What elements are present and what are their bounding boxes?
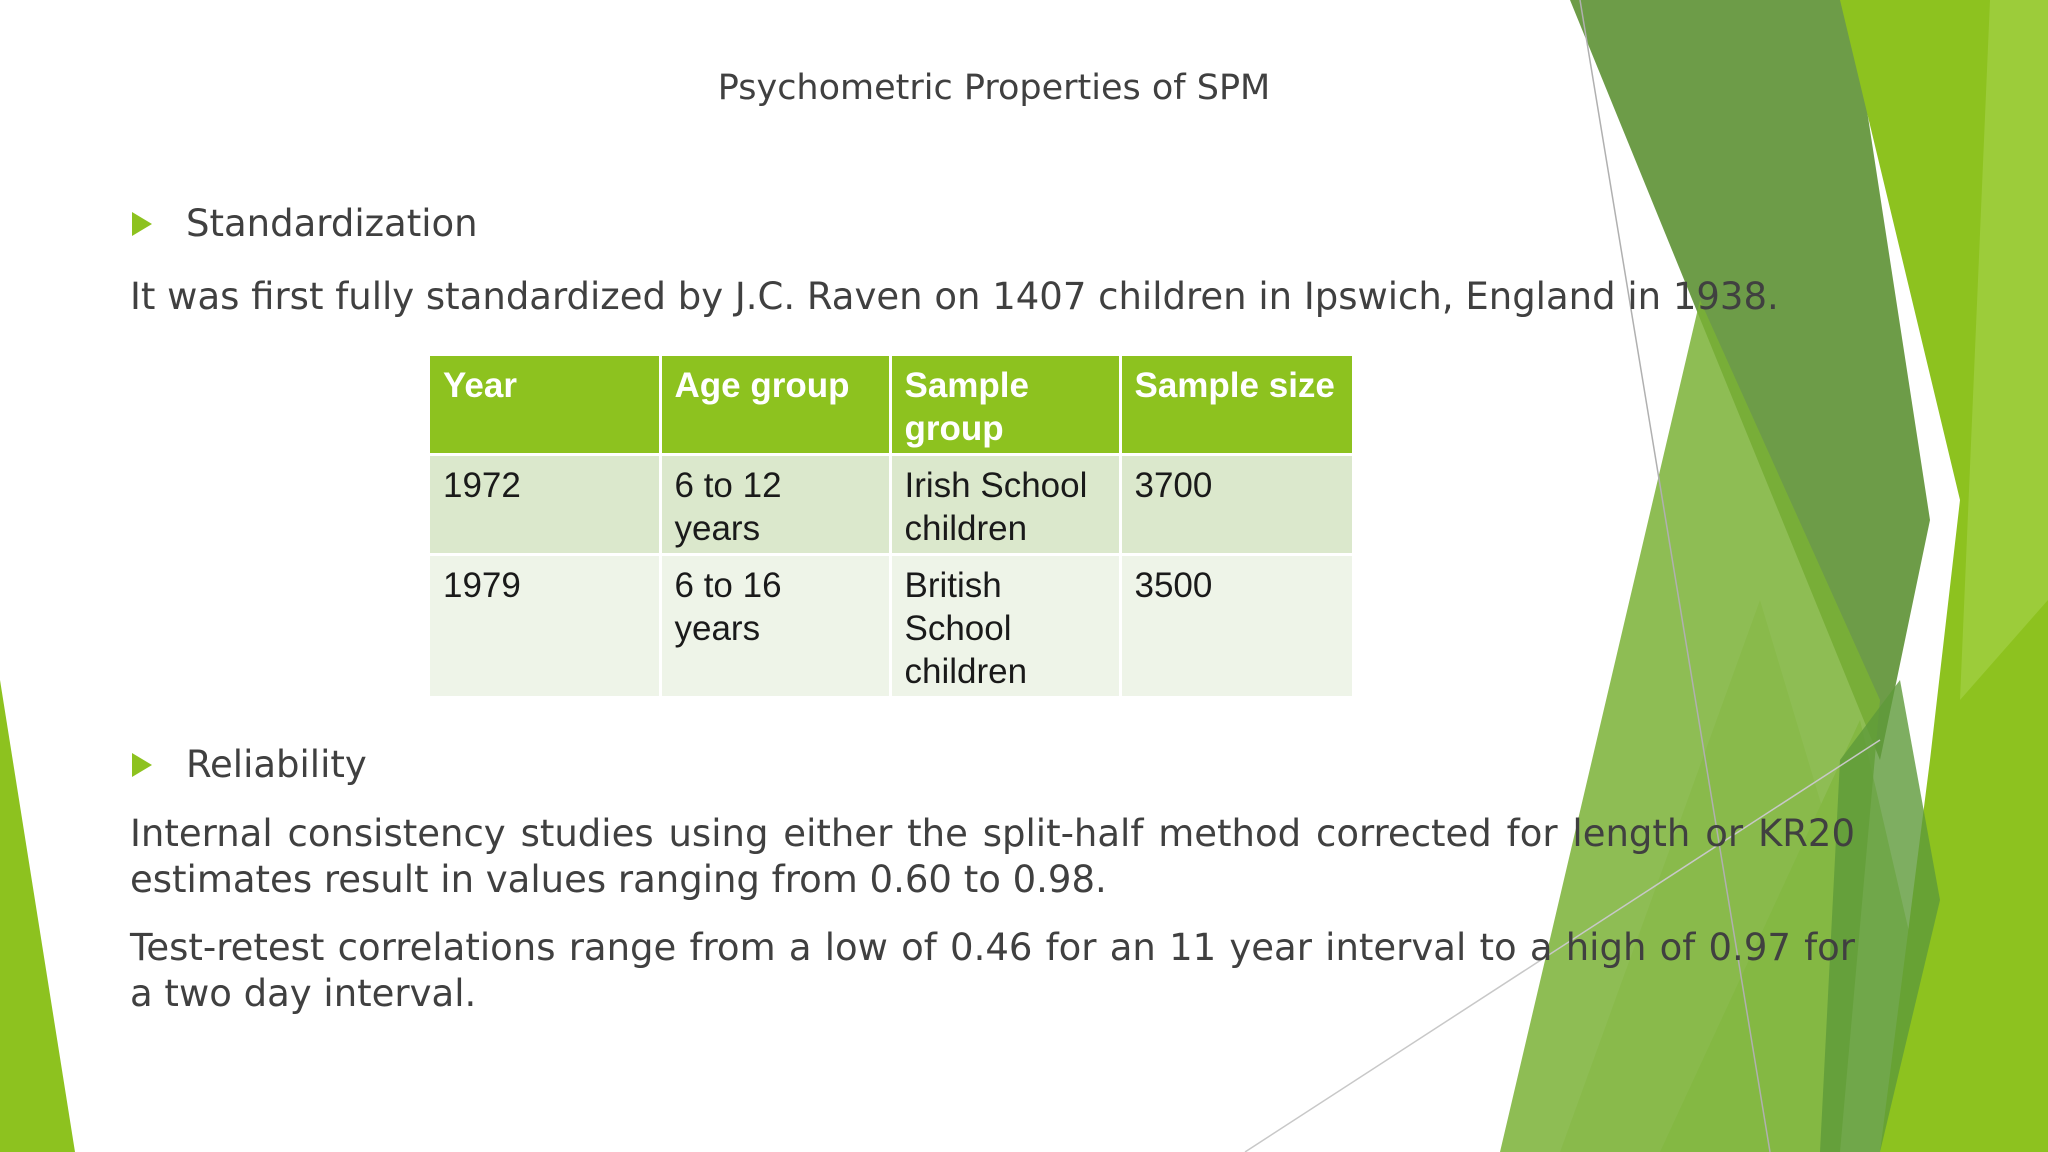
bullet-label: Reliability <box>186 743 367 786</box>
slide-title: Psychometric Properties of SPM <box>717 68 1271 108</box>
table-cell: 6 to 16 years <box>660 554 890 696</box>
reliability-paragraph-1: Internal consistency studies using either the split-half method corrected for length or KR20 estimates result in values ranging from 0.60 to 0.98. <box>130 812 1855 901</box>
bullet-standardization <box>130 202 478 245</box>
table-header-cell: Year <box>430 356 660 454</box>
table-cell: 3500 <box>1134 565 1213 605</box>
table-header-cell: Age group <box>660 356 890 454</box>
table-cell: Irish School children <box>890 454 1120 554</box>
table-cell: 1972 <box>430 454 660 554</box>
table-row <box>430 454 1352 554</box>
table-cell: British School children <box>890 554 1120 696</box>
table-header-row <box>430 356 1352 454</box>
table-cell: 3700 <box>1134 465 1213 505</box>
green-triangle-icon <box>132 212 152 236</box>
standardization-paragraph: It was first fully standardized by J.C. Raven on 1407 children in Ipswich, England in 1938. <box>130 275 1779 318</box>
table-cell: 1979 <box>430 554 660 696</box>
table-row <box>430 554 1352 696</box>
table-cell: 6 to 12 years <box>660 454 890 554</box>
standardization-table <box>430 356 1352 696</box>
table-header-cell: Sample group <box>890 356 1120 454</box>
bullet-reliability <box>130 743 367 786</box>
reliability-paragraph-2: Test-retest correlations range from a low of 0.46 for an 11 year interval to a high of 0.97 for a two day interval. <box>130 926 1855 1015</box>
left-green-sliver <box>0 680 75 1152</box>
bullet-label: Standardization <box>186 202 478 245</box>
green-triangle-icon <box>132 753 152 777</box>
table-header-cell: Sample size <box>1134 366 1335 405</box>
standardization-table-wrapper <box>430 356 1352 700</box>
